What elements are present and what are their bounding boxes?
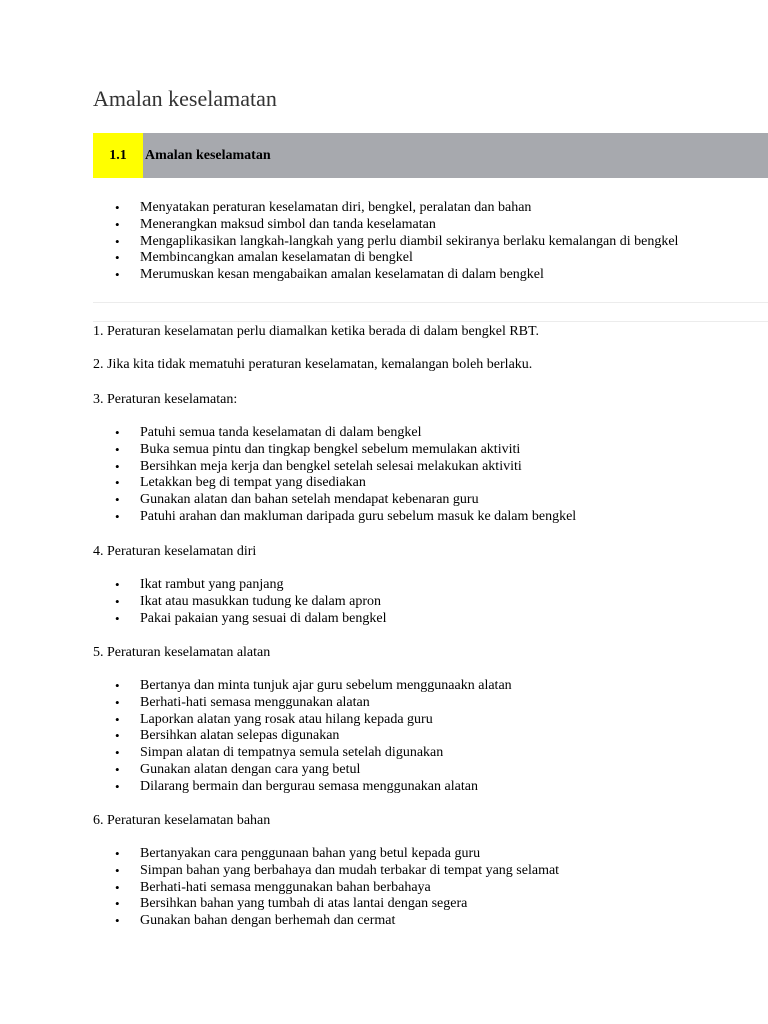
list-5 — [115, 678, 512, 796]
list-item: • Menyatakan peraturan keselamatan diri, bengkel, peralatan dan bahan — [115, 200, 678, 217]
objectives-list — [115, 200, 678, 284]
list-item: • Patuhi semua tanda keselamatan di dalam bengkel — [115, 425, 576, 442]
list-item: • Menerangkan maksud simbol dan tanda keselamatan — [115, 217, 678, 234]
list-item: • Gunakan alatan dengan cara yang betul — [115, 762, 512, 779]
section-header — [93, 133, 768, 178]
section-title: Amalan keselamatan — [145, 148, 271, 163]
list-item: • Bertanya dan minta tunjuk ajar guru sebelum menggunaakn alatan — [115, 678, 512, 695]
list-item: • Simpan alatan di tempatnya semula setelah digunakan — [115, 745, 512, 762]
point-5: 5. Peraturan keselamatan alatan — [93, 645, 271, 660]
point-4: 4. Peraturan keselamatan diri — [93, 544, 257, 559]
list-item: • Simpan bahan yang berbahaya dan mudah terbakar di tempat yang selamat — [115, 863, 559, 880]
list-4 — [115, 577, 386, 627]
list-item: • Mengaplikasikan langkah-langkah yang perlu diambil sekiranya berlaku kemalangan di bengkel — [115, 234, 678, 251]
list-item: • Buka semua pintu dan tingkap bengkel sebelum memulakan aktiviti — [115, 442, 576, 459]
list-item: • Bertanyakan cara penggunaan bahan yang betul kepada guru — [115, 846, 559, 863]
list-3 — [115, 425, 576, 526]
divider — [93, 321, 768, 322]
list-item: • Merumuskan kesan mengabaikan amalan keselamatan di dalam bengkel — [115, 267, 678, 284]
point-3: 3. Peraturan keselamatan: — [93, 392, 238, 407]
page-title: Amalan keselamatan — [93, 86, 277, 111]
list-item: • Patuhi arahan dan makluman daripada guru sebelum masuk ke dalam bengkel — [115, 509, 576, 526]
point-6: 6. Peraturan keselamatan bahan — [93, 813, 271, 828]
list-item: • Berhati-hati semasa menggunakan alatan — [115, 695, 512, 712]
list-item: • Membincangkan amalan keselamatan di bengkel — [115, 250, 678, 267]
list-item: • Dilarang bermain dan bergurau semasa menggunakan alatan — [115, 779, 512, 796]
list-item: • Laporkan alatan yang rosak atau hilang kepada guru — [115, 712, 512, 729]
list-6 — [115, 846, 559, 930]
list-item: • Gunakan bahan dengan berhemah dan cermat — [115, 913, 559, 930]
point-1: 1. Peraturan keselamatan perlu diamalkan ketika berada di dalam bengkel RBT. — [93, 324, 540, 339]
point-2: 2. Jika kita tidak mematuhi peraturan keselamatan, kemalangan boleh berlaku. — [93, 357, 533, 372]
list-item: • Bersihkan meja kerja dan bengkel setelah selesai melakukan aktiviti — [115, 459, 576, 476]
list-item: • Bersihkan bahan yang tumbah di atas lantai dengan segera — [115, 896, 559, 913]
list-item: • Pakai pakaian yang sesuai di dalam bengkel — [115, 611, 386, 628]
list-item: • Letakkan beg di tempat yang disediakan — [115, 475, 576, 492]
list-item: • Ikat atau masukkan tudung ke dalam apron — [115, 594, 386, 611]
section-number: 1.1 — [93, 133, 143, 178]
list-item: • Gunakan alatan dan bahan setelah mendapat kebenaran guru — [115, 492, 576, 509]
list-item: • Bersihkan alatan selepas digunakan — [115, 728, 512, 745]
list-item: • Berhati-hati semasa menggunakan bahan berbahaya — [115, 880, 559, 897]
list-item: • Ikat rambut yang panjang — [115, 577, 386, 594]
